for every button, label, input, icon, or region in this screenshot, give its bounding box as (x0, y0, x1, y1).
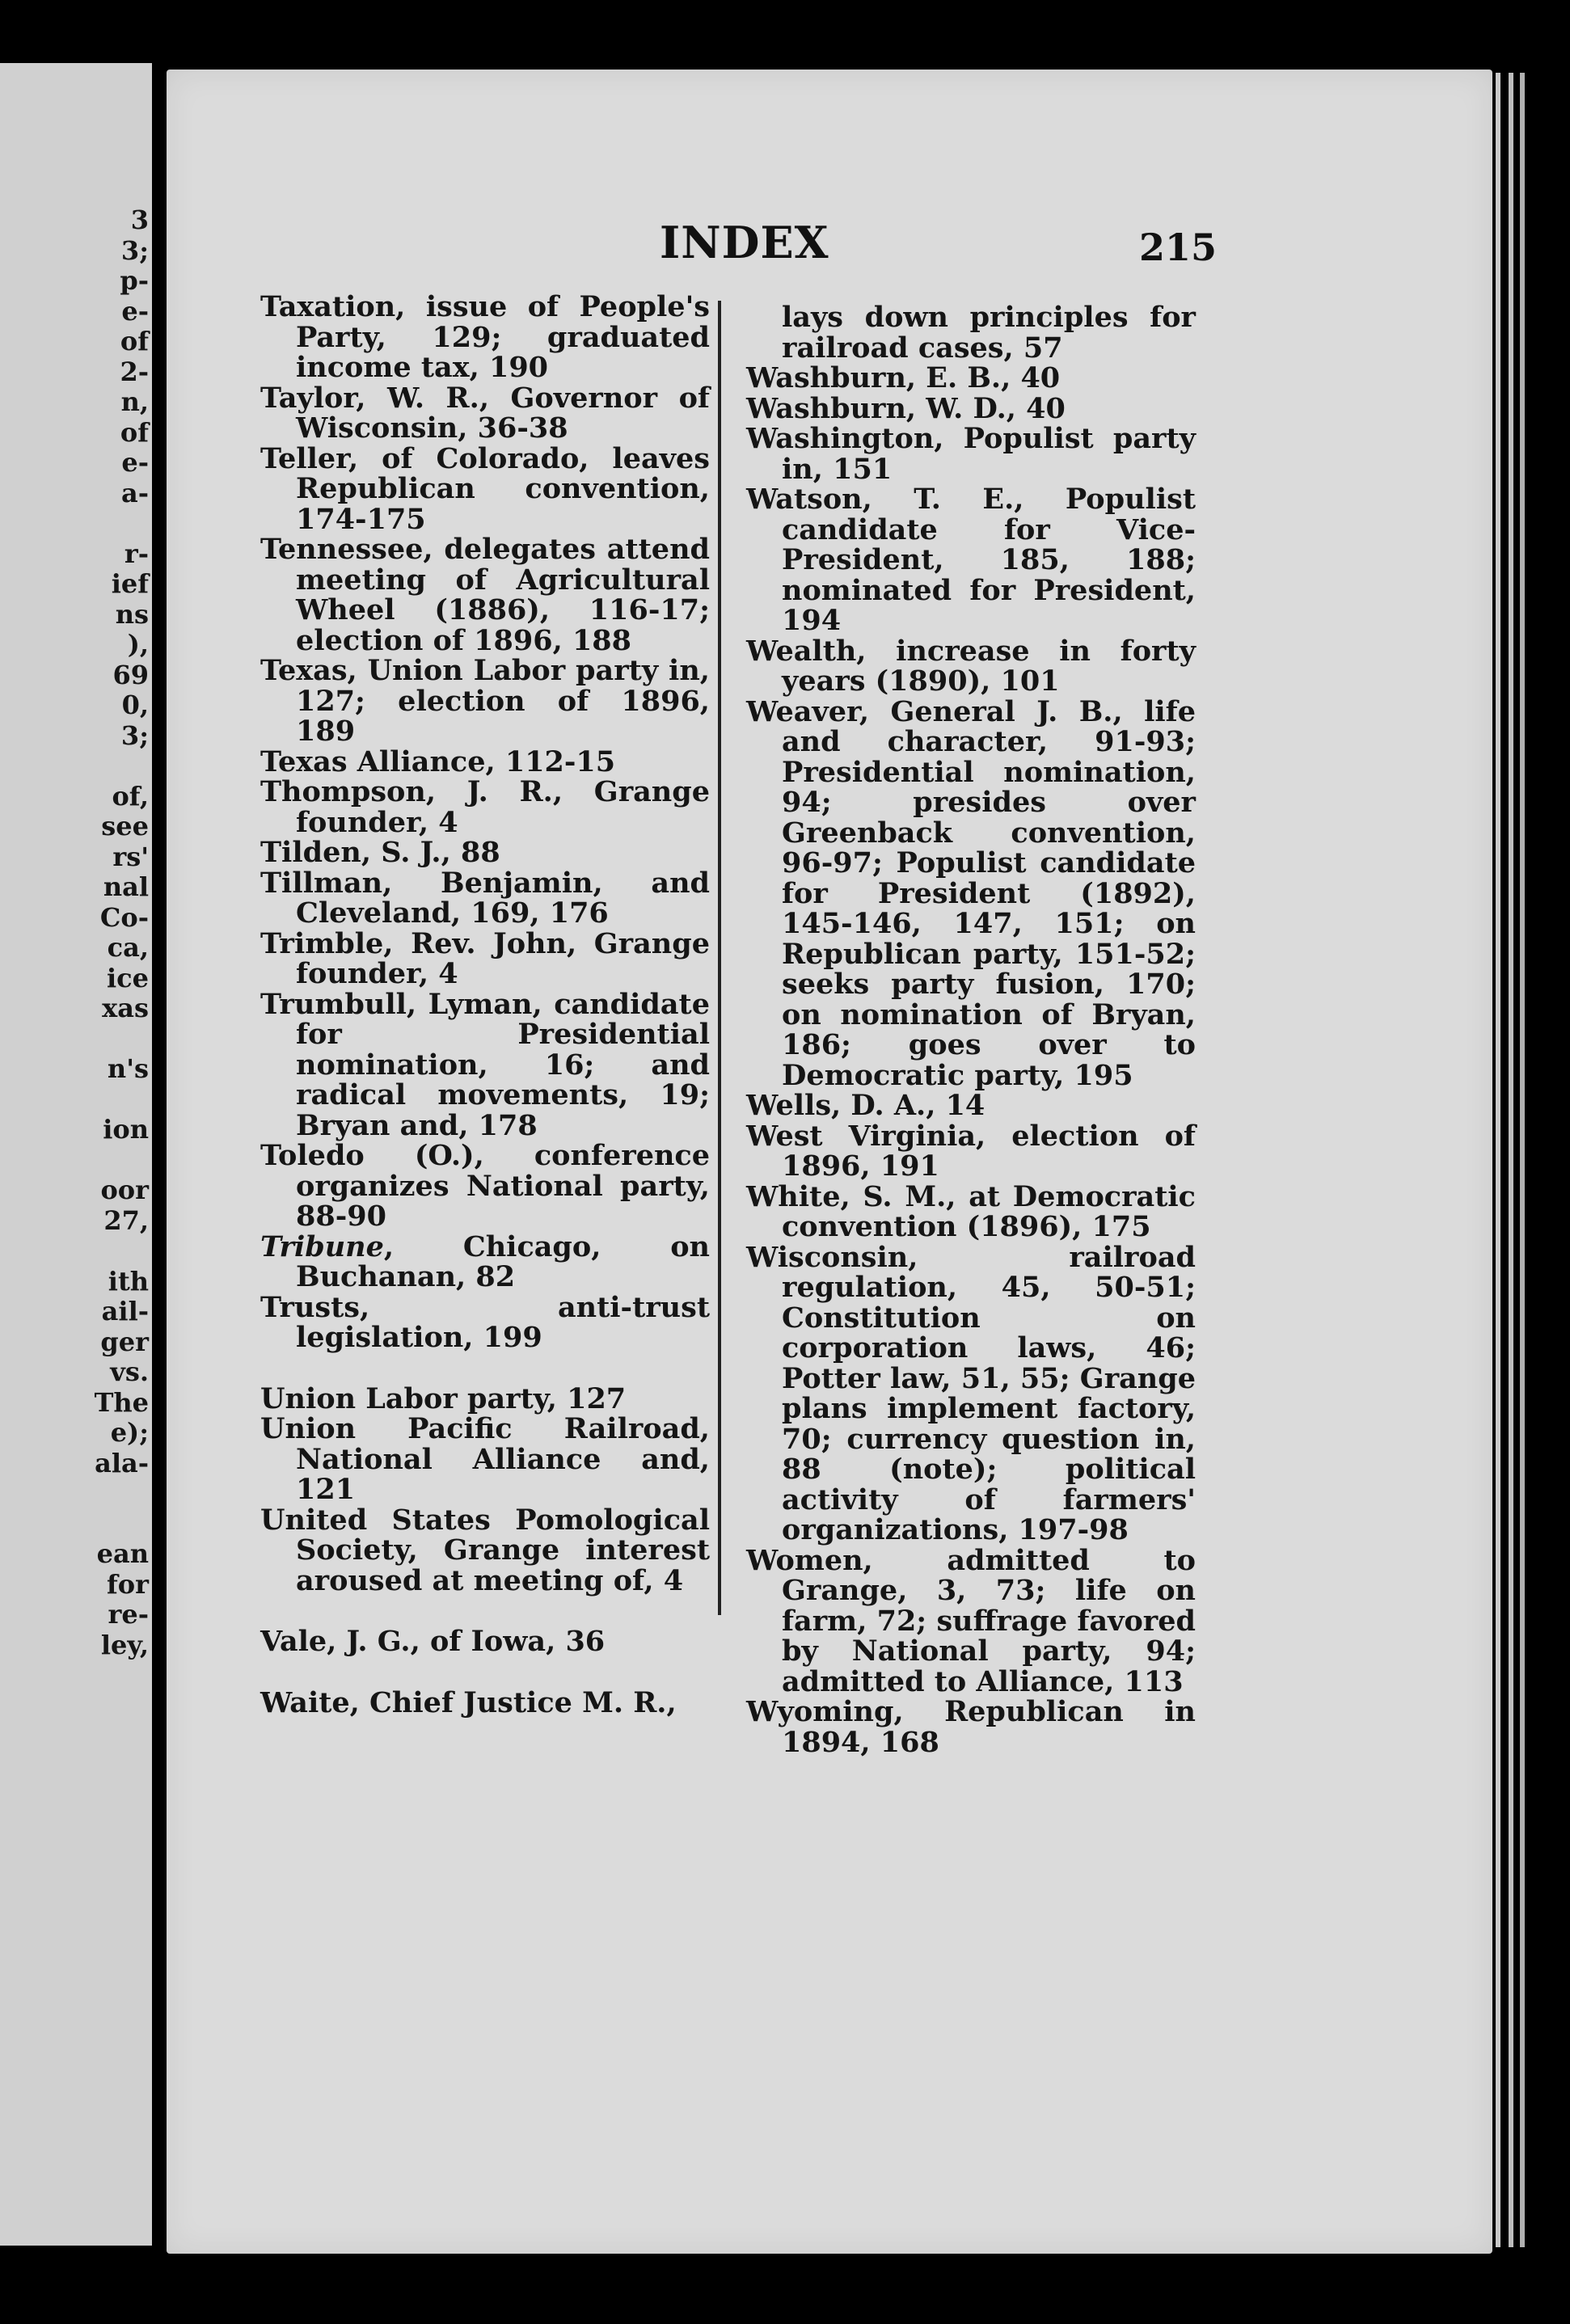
facing-page-fragment: ief (111, 568, 149, 599)
index-entry (260, 383, 710, 444)
index-entry (260, 1685, 710, 1719)
index-entry-text: Vale, J. G., of Iowa, 36 (260, 1625, 606, 1658)
facing-page-fragment: p- (120, 265, 149, 296)
facing-page-fragment: ca, (107, 932, 149, 963)
index-entry (260, 441, 710, 536)
facing-page-fragment: 3; (120, 719, 149, 751)
index-entry (746, 484, 1196, 636)
facing-page-fragment: ), (127, 629, 149, 660)
index-entry (260, 1505, 710, 1596)
index-entry (260, 1290, 710, 1354)
index-entry (746, 694, 1196, 1092)
index-entry (746, 391, 1196, 425)
index-entry-text: Wisconsin, railroad regulation, 45, 50-51; Constitution on corporation laws, 46; Potter law, 51, 55; Grange plans implement factory, 70; currency question in, 88 (note); political activity of farmers' organizations, 197-98 (746, 1240, 1196, 1546)
index-section-gap (260, 1353, 710, 1384)
facing-page-fragment: vs. (110, 1356, 149, 1387)
facing-page-fragment: 3; (120, 234, 149, 266)
index-entry-text: White, S. M., at Democratic convention (1896), 175 (746, 1179, 1196, 1243)
facing-page-edge (0, 63, 152, 2246)
facing-page-fragment: n's (107, 1053, 149, 1084)
index-entry-text: Thompson, J. R., Grange founder, 4 (260, 775, 710, 839)
facing-page-fragment: see (101, 811, 149, 841)
facing-page-fragment: rs' (112, 841, 149, 872)
index-section-gap (260, 1596, 710, 1626)
facing-page-fragment: of (120, 416, 149, 448)
index-entry (260, 1626, 710, 1657)
facing-page-fragment: 69 (112, 659, 149, 690)
index-entry-text: Trumbull, Lyman, candidate for Presidential nomination, 16; and radical movements, 19; Bryan and, 178 (260, 987, 710, 1142)
facing-page-fragment: ley, (100, 1629, 149, 1660)
index-entry (260, 926, 710, 990)
index-entry (746, 1242, 1196, 1546)
facing-page-fragment: r- (124, 538, 149, 569)
index-entry-text: Weaver, General J. B., life and character, 91-93; Presidential nomination, 94; presides over Greenback convention, 96-97; Populist candidate for President (1892), 145-146, 147, 151; on Republican party, 151-52; seeks party fusion, 170; on nomination of Bryan, 186; goes over to Democratic party, 195 (746, 694, 1196, 1092)
facing-page-fragment: re- (108, 1599, 149, 1630)
facing-page-fragment: ith (108, 1265, 149, 1297)
index-entry-text: Teller, of Colorado, leaves Republican convention, 174-175 (260, 441, 710, 536)
index-entry-text: Tilden, S. J., 88 (260, 836, 500, 869)
index-entry (260, 744, 710, 778)
index-entry-text: Texas, Union Labor party in, 127; election of 1896, 189 (260, 654, 710, 748)
index-entry (746, 1179, 1196, 1243)
index-entry (746, 1697, 1196, 1757)
index-entry-text: Union Labor party, 127 (260, 1381, 627, 1415)
facing-page-fragment: of, (112, 780, 149, 812)
facing-page-fragment: for (107, 1568, 149, 1600)
index-entry-text: Trimble, Rev. John, Grange founder, 4 (260, 926, 710, 990)
facing-page-fragment: e- (121, 295, 149, 327)
index-entry-text: West Virginia, election of 1896, 191 (746, 1119, 1196, 1183)
index-entry (746, 1121, 1196, 1182)
index-entry-text: Tennessee, delegates attend meeting of Agricultural Wheel (1886), 116-17; election of 1896, 188 (260, 533, 710, 657)
index-entry-text: lays down principles for railroad cases, 57 (782, 301, 1196, 365)
index-entry-text: Women, admitted to Grange, 3, 73; life on farm, 72; suffrage favored by National party, 94; admitted to Alliance, 113 (746, 1543, 1196, 1698)
facing-page-fragment: ns (115, 598, 149, 630)
page-edge-stack (1520, 73, 1525, 2247)
index-entry (260, 837, 710, 868)
index-entry (260, 534, 710, 656)
facing-page-fragment: n, (120, 386, 149, 417)
index-entry-text: Tillman, Benjamin, and Cleveland, 169, 176 (260, 866, 710, 930)
index-column-left (260, 292, 710, 1718)
facing-page-fragment: 2- (120, 356, 149, 387)
facing-page-fragment: The (94, 1386, 149, 1418)
index-entry-text: Wyoming, Republican in 1894, 168 (746, 1695, 1196, 1759)
index-entry (260, 1229, 710, 1293)
index-entry-italic: Tribune (260, 1229, 384, 1263)
index-entry (746, 424, 1196, 484)
index-entry-text: Trusts, anti-trust legislation, 199 (260, 1290, 710, 1354)
facing-page-fragment: 0, (121, 690, 149, 720)
index-entry (746, 363, 1196, 394)
index-entry-text: Waite, Chief Justice M. R., (260, 1685, 677, 1719)
facing-page-fragment: ean (96, 1538, 149, 1569)
facing-page-fragment: Co- (99, 901, 149, 933)
facing-page-fragment: of (120, 326, 149, 356)
index-entry (260, 868, 710, 929)
facing-page-fragment: 27, (103, 1204, 149, 1236)
index-entry-text: Toledo (O.), conference organizes National party, 88-90 (260, 1139, 710, 1233)
index-entry (746, 1543, 1196, 1698)
facing-page-fragment: e); (110, 1417, 149, 1448)
index-entry-text: , Chicago, on Buchanan, 82 (296, 1229, 710, 1293)
facing-page-fragment: xas (102, 993, 149, 1023)
index-entry-text: Union Pacific Railroad, National Alliance and, 121 (260, 1412, 710, 1506)
index-entry-text: Taylor, W. R., Governor of Wisconsin, 36-38 (260, 381, 710, 445)
page-number: 215 (1138, 226, 1217, 269)
index-entry-text: Taxation, issue of People's Party, 129; graduated income tax, 190 (260, 290, 710, 384)
index-entry-text: Washburn, E. B., 40 (746, 361, 1061, 394)
index-entry (260, 1414, 710, 1505)
facing-page-fragment: ail- (101, 1296, 149, 1326)
index-entry-text: Texas Alliance, 112-15 (260, 744, 616, 778)
index-entry (260, 1141, 710, 1232)
index-entry-text: Wealth, increase in forty years (1890), 101 (746, 634, 1196, 698)
column-divider (718, 301, 721, 1615)
index-entry-text: Washington, Populist party in, 151 (746, 422, 1196, 486)
index-entry (260, 1381, 710, 1415)
facing-page-fragment: ice (107, 962, 149, 993)
index-entry (260, 777, 710, 837)
facing-page-fragment: oor (100, 1175, 149, 1205)
index-entry-text: Washburn, W. D., 40 (746, 391, 1066, 425)
facing-page-fragment: ala- (95, 1447, 149, 1478)
page-title: INDEX (660, 217, 829, 268)
facing-page-fragment: a- (120, 477, 149, 508)
index-entry-text: Wells, D. A., 14 (746, 1089, 985, 1122)
index-entry-text: United States Pomological Society, Grange interest aroused at meeting of, 4 (260, 1503, 710, 1597)
index-entry (260, 292, 710, 383)
index-entry (746, 302, 1196, 363)
facing-page-fragment: ion (103, 1114, 149, 1145)
index-entry (260, 656, 710, 747)
index-entry-text: Watson, T. E., Populist candidate for Vice-President, 185, 188; nominated for President, 194 (746, 483, 1196, 637)
index-entry (260, 989, 710, 1141)
index-entry (746, 636, 1196, 697)
index-section-gap (260, 1657, 710, 1688)
facing-page-fragment: nal (103, 871, 149, 902)
index-entry (746, 1090, 1196, 1121)
facing-page-fragment: 3 (130, 205, 149, 235)
page-edge-stack (1509, 73, 1513, 2247)
page-edge-stack (1496, 73, 1500, 2247)
facing-page-fragment: ger (100, 1326, 149, 1357)
index-column-right (746, 302, 1196, 1757)
facing-page-fragment: e- (121, 447, 149, 478)
